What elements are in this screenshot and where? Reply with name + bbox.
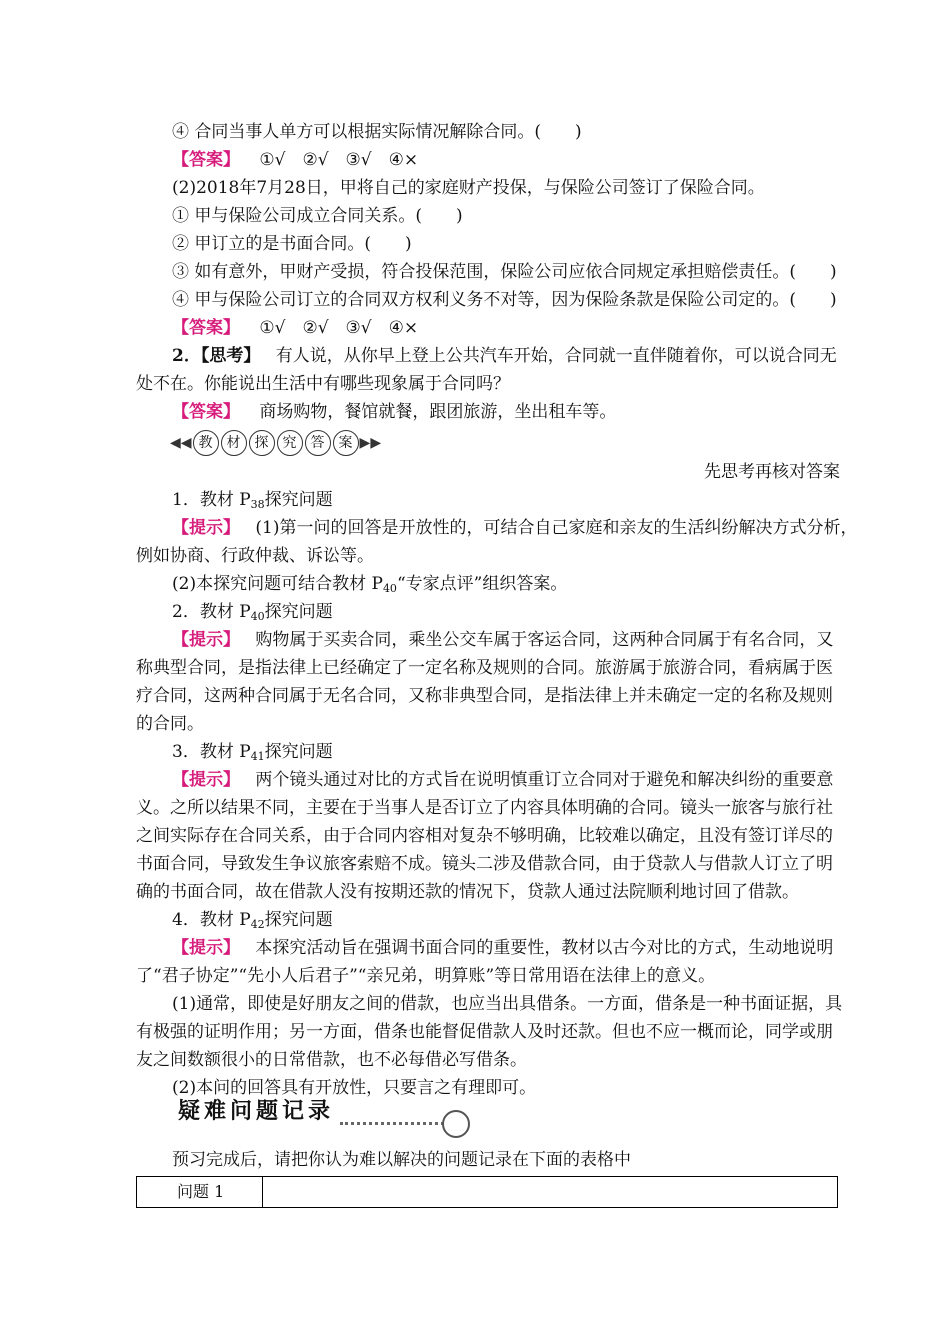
item-prefix: 教材 P (199, 742, 251, 762)
text-line: 了“君子协定”“先小人后君子”“亲兄弟，明算账”等日常用语在法律上的意义。 (136, 966, 716, 986)
item-suffix: 探究问题 (264, 602, 333, 622)
double-right-arrow-icon: ▶▶ (359, 435, 382, 451)
right-note: 先思考再核对答案 (704, 462, 840, 482)
answer-line (172, 314, 418, 342)
text-line: 的合同。 (136, 714, 204, 734)
page-subscript: 41 (250, 750, 265, 763)
item-suffix: 探究问题 (264, 742, 333, 762)
text-fragment: “专家点评”组织答案。 (396, 574, 568, 594)
think-tag: 【思考】 (200, 346, 261, 366)
question-line (172, 342, 837, 370)
instruction-text: 预习完成后，请把你认为难以解决的问题记录在下面的表格中 (172, 1150, 631, 1170)
text-line: 义。之所以结果不同，主要在于当事人是否订立了内容具体明确的合同。镜头一旅客与旅行社 (136, 798, 833, 818)
question-table (136, 1176, 838, 1208)
item-suffix: 探究问题 (264, 490, 333, 510)
hint-text: 本探究活动旨在强调书面合同的重要性，教材以古今对比的方式，生动地说明 (255, 938, 834, 958)
hint-text: (1)第一问的回答是开放性的，可结合自己家庭和亲友的生活纠纷解决方式分析， (255, 518, 858, 538)
answer-text: 商场购物，餐馆就餐，跟团旅游，坐出租车等。 (259, 402, 617, 422)
text-line: (2)本问的回答具有开放性，只要言之有理即可。 (172, 1078, 537, 1098)
answer-line (172, 398, 616, 426)
item-number: 3． (172, 742, 200, 762)
text-line: ② 甲订立的是书面合同。( ) (172, 234, 412, 254)
hint-text: 两个镜头通过对比的方式旨在说明慎重订立合同对于避免和解决纠纷的重要意 (255, 770, 834, 790)
page-subscript: 40 (382, 582, 397, 595)
answer-text: ①√ ②√ ③√ ④× (259, 318, 419, 338)
text-line: (1)通常，即使是好朋友之间的借款，也应当出具借条。一方面，借条是一种书面证据，具 (172, 994, 843, 1014)
item-prefix: 教材 P (199, 490, 251, 510)
item-prefix: 教材 P (199, 910, 251, 930)
answer-tag: 【答案】 (172, 318, 240, 338)
hint-text: 购物属于买卖合同，乘坐公交车属于客运合同，这两种合同属于有名合同，又 (255, 630, 834, 650)
text-fragment: (2)本探究问题可结合教材 P (172, 574, 383, 594)
banner-char: 探 (249, 430, 275, 456)
hint-line (172, 766, 833, 794)
hint-line (172, 626, 833, 654)
question-number: 2． (172, 346, 201, 366)
hint-line (172, 514, 858, 542)
text-line: 之间实际存在合同关系，由于合同内容相对复杂不够明确，比较难以确定，且没有签订详尽的 (136, 826, 833, 846)
text-line: ④ 合同当事人单方可以根据实际情况解除合同。( ) (172, 122, 582, 142)
text-line: ③ 如有意外，甲财产受损，符合投保范围，保险公司应依合同规定承担赔偿责任。( ) (172, 262, 837, 282)
text-line: 例如协商、行政仲裁、诉讼等。 (136, 546, 374, 566)
text-line: 疗合同，这两种合同属于无名合同，又称非典型合同，是指法律上并未确定一定的名称及规则 (136, 686, 833, 706)
banner-char: 究 (277, 430, 303, 456)
banner-char: 案 (333, 430, 359, 456)
text-line: (2)2018年7月28日，甲将自己的家庭财产投保，与保险公司签订了保险合同。 (172, 178, 765, 198)
page-subscript: 42 (250, 918, 265, 931)
circle-icon (442, 1110, 470, 1138)
text-line: 确的书面合同，故在借款人没有按期还款的情况下，贷款人通过法院顺利地讨回了借款。 (136, 882, 799, 902)
item-number: 4． (172, 910, 200, 930)
section-title: 疑难问题记录 (178, 1099, 335, 1124)
text-line: ① 甲与保险公司成立合同关系。( ) (172, 206, 463, 226)
dotted-divider (340, 1122, 444, 1125)
hint-tag: 【提示】 (172, 770, 240, 790)
text-line: 书面合同，导致发生争议旅客索赔不成。镜头二涉及借款合同，由于贷款人与借款人订立了明 (136, 854, 833, 874)
page-subscript: 40 (250, 610, 265, 623)
answer-text: ①√ ②√ ③√ ④× (259, 150, 419, 170)
item-number: 1． (172, 490, 200, 510)
text-line: 友之间数额很小的日常借款，也不必每借必写借条。 (136, 1050, 527, 1070)
table-row-label: 问题 1 (137, 1177, 263, 1207)
hint-tag: 【提示】 (172, 630, 240, 650)
item-prefix: 教材 P (199, 602, 251, 622)
hint-tag: 【提示】 (172, 518, 240, 538)
banner-char: 答 (305, 430, 331, 456)
hint-line (172, 934, 833, 962)
text-line: 有极强的证明作用；另一方面，借条也能督促借款人及时还款。但也不应一概而论，同学或朋 (136, 1022, 833, 1042)
page-subscript: 38 (250, 498, 265, 511)
section-banner (170, 428, 381, 458)
text-line: 称典型合同，是指法律上已经确定了一定名称及规则的合同。旅游属于旅游合同，看病属于医 (136, 658, 833, 678)
item-number: 2． (172, 602, 200, 622)
hint-tag: 【提示】 (172, 938, 240, 958)
item-suffix: 探究问题 (264, 910, 333, 930)
text-line: 处不在。你能说出生活中有哪些现象属于合同吗？ (136, 374, 510, 394)
banner-char: 教 (193, 430, 219, 456)
text-line: ④ 甲与保险公司订立的合同双方权利义务不对等，因为保险条款是保险公司定的。( ) (172, 290, 837, 310)
answer-tag: 【答案】 (172, 402, 240, 422)
answer-line (172, 146, 418, 174)
question-text: 有人说，从你早上登上公共汽车开始，合同就一直伴随着你，可以说合同无 (275, 346, 837, 366)
double-left-arrow-icon: ◀◀ (170, 435, 192, 451)
answer-tag: 【答案】 (172, 150, 240, 170)
banner-char: 材 (221, 430, 247, 456)
